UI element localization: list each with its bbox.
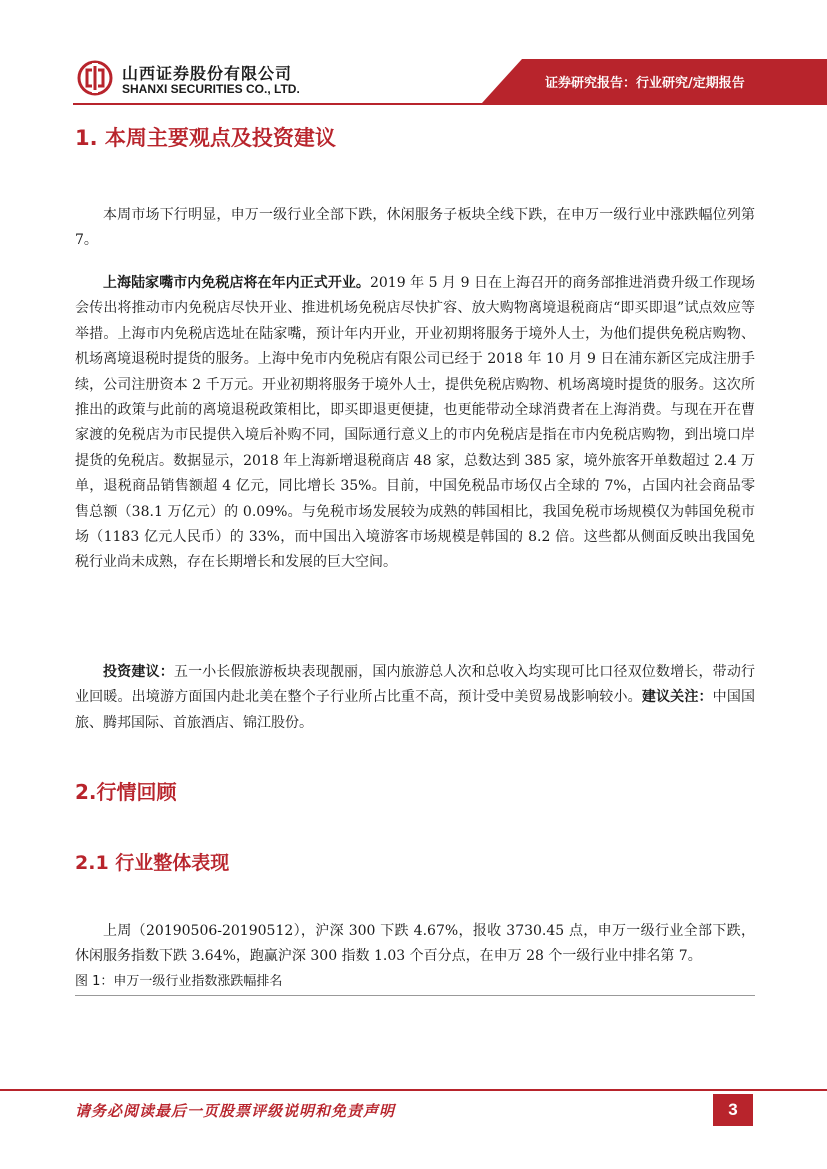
company-name-en: SHANXI SECURITIES CO., LTD. xyxy=(122,82,300,96)
footer-divider xyxy=(0,1089,827,1091)
paragraph-market-summary: 本周市场下行明显，申万一级行业全部下跌，休闲服务子板块全线下跌，在申万一级行业中涨跌幅位列第 7。 xyxy=(75,207,755,249)
company-name-cn: 山西证券股份有限公司 xyxy=(122,64,293,83)
figure-divider xyxy=(75,995,755,996)
company-logo-icon xyxy=(77,60,113,96)
advice-body: 五一小长假旅游板块表现靓丽，国内旅游总人次和总收入均实现可比口径双位数增长，带动行业回暖。出境游方面国内赴北美在整个子行业所占比重不高，预计受中美贸易战影响较小。 xyxy=(75,664,755,706)
section-1-title: 1. 本周主要观点及投资建议 xyxy=(75,126,336,150)
section-2-1-title: 2.1 行业整体表现 xyxy=(75,852,230,874)
footer-disclaimer: 请务必阅读最后一页股票评级说明和免责声明 xyxy=(75,1102,396,1120)
watchlist-lead: 建议关注： xyxy=(641,689,713,706)
page-header xyxy=(0,0,827,112)
report-type-label: 证券研究报告：行业研究/定期报告 xyxy=(545,76,745,91)
section-2-title: 2.行情回顾 xyxy=(75,780,177,804)
header-divider xyxy=(73,103,827,105)
paragraph-investment-advice xyxy=(75,660,755,736)
figure-1-caption: 图 1：申万一级行业指数涨跌幅排名 xyxy=(75,974,283,989)
watchlist-body: 中国国旅、腾邦国际、首旅酒店、锦江股份。 xyxy=(75,689,756,731)
advice-lead: 投资建议： xyxy=(103,664,174,680)
duty-free-body: 2019 年 5 月 9 日在上海召开的商务部推进消费升级工作现场会传出将推动市内免税店尽快开业、推进机场免税店尽快扩容、放大购物离境退税商店“即买即退”试点效应等举措。上海市内免税店选址在陆家嘴，预计年内开业，开业初期将服务于境外人士，为他们提供免税店购物、机场离境退税时提货的服务。上海中免市内免税店有限公司已经于 2018 年 10 月 9 日在浦东新区完成注册手续，公司注册资本 2 千万元。开业初期将服务于境外人士，提供免税店购物、机场离境时提货的服务。这次所推出的政策与此前的离境退税政策相比，即买即退更便捷，也更能带动全球消费者在上海消费。与现在开在曹家渡的免税店为市民提供入境后补购不同，国际通行意义上的市内免税店是指在市内免税店购物，到出境口岸提货的免税店。数据显示，2018 年上海新增退税商店 48 家，总数达到 385 家，境外旅客开单数超过 2.4 万单，退税商品销售额超 4 亿元，同比增长 35%。目前，中国免税品市场仅占全球的 7%，占国内社会商品零售总额（38.1 万亿元）的 0.09%。与免税市场发展较为成熟的韩国相比，我国免税市场规模仅为韩国免税市场（1183 亿元人民币）的 33%，而中国出入境游客市场规模是韩国的 8.2 倍。这些都从侧面反映出我国免税行业尚未成熟，存在长期增长和发展的巨大空间。 xyxy=(75,275,755,571)
paragraph-duty-free xyxy=(75,271,755,576)
page-number: 3 xyxy=(713,1094,753,1126)
paragraph-weekly-review: 上周（20190506-20190512），沪深 300 下跌 4.67%，报收 3730.45 点，申万一级行业全部下跌，休闲服务指数下跌 3.64%，跑赢沪深 300 指数 1.03 个百分点，在申万 28 个一级行业中排名第 7。 xyxy=(75,923,755,965)
duty-free-lead: 上海陆家嘴市内免税店将在年内正式开业。 xyxy=(103,275,370,291)
